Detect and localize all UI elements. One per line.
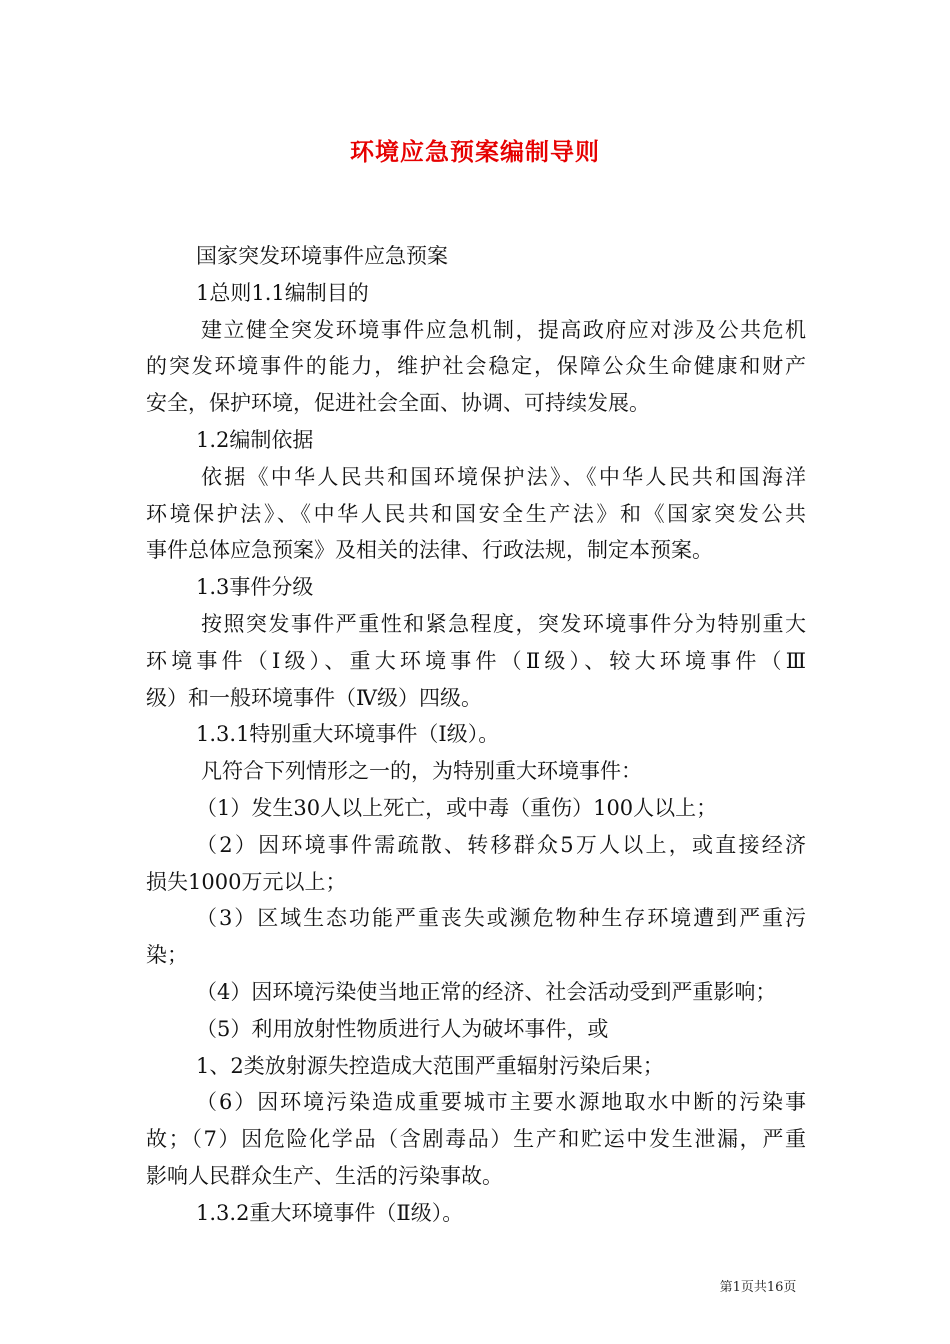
section-heading: 1.3.2重大环境事件（Ⅱ级）。 [196, 1200, 464, 1225]
paragraph-line: 环境保护法》、《中华人民共和国安全生产法》和《国家突发公共 [146, 501, 806, 526]
paragraph-line: 环境事件（Ⅰ级）、重大环境事件（Ⅱ级）、较大环境事件（Ⅲ [146, 648, 806, 673]
page-footer [0, 1276, 950, 1295]
paragraph-line: 依据《中华人民共和国环境保护法》、《中华人民共和国海洋 [201, 464, 806, 489]
list-item: （4）因环境污染使当地正常的经济、社会活动受到严重影响； [196, 979, 777, 1004]
section-heading: 1.2编制依据 [196, 427, 314, 452]
paragraph-line: 级）和一般环境事件（Ⅳ级）四级。 [146, 685, 482, 710]
paragraph-line: 国家突发环境事件应急预案 [196, 244, 448, 268]
list-item: （1）发生30人以上死亡，或中毒（重伤）100人以上； [196, 795, 718, 820]
paragraph-line: 按照突发事件严重性和紧急程度，突发环境事件分为特别重大 [201, 611, 806, 636]
section-heading: 1.3.1特别重大环境事件（Ⅰ级）。 [196, 722, 500, 747]
document-title: 环境应急预案编制导则 [350, 137, 600, 166]
list-item: （2）因环境事件需疏散、转移群众5万人以上，或直接经济 [196, 832, 806, 857]
paragraph-line: 影响人民群众生产、生活的污染事故。 [146, 1163, 503, 1188]
paragraph-line: 事件总体应急预案》及相关的法律、行政法规，制定本预案。 [146, 538, 713, 563]
paragraph-line: 1、2类放射源失控造成大范围严重辐射污染后果； [196, 1053, 664, 1078]
paragraph-line: 故；（7）因危险化学品（含剧毒品）生产和贮运中发生泄漏，严重 [146, 1127, 806, 1152]
paragraph-line: 建立健全突发环境事件应急机制，提高政府应对涉及公共危机 [201, 317, 806, 342]
paragraph-line: 安全，保护环境，促进社会全面、协调、可持续发展。 [146, 391, 650, 416]
list-item: （6）因环境污染造成重要城市主要水源地取水中断的污染事 [196, 1090, 806, 1115]
paragraph-line: 的突发环境事件的能力，维护社会稳定，保障公众生命健康和财产 [146, 354, 806, 379]
section-heading: 1总则1.1编制目的 [196, 280, 369, 305]
list-item: （3）区域生态功能严重丧失或濒危物种生存环境遭到严重污 [196, 906, 806, 931]
document-body [146, 238, 806, 1232]
paragraph-line: 损失1000万元以上； [146, 869, 347, 894]
paragraph-line: 凡符合下列情形之一的，为特别重大环境事件： [201, 759, 642, 784]
list-item: （5）利用放射性物质进行人为破坏事件，或 [196, 1016, 609, 1041]
section-heading: 1.3事件分级 [196, 575, 314, 600]
page-number: 第1页共16页 [719, 1280, 797, 1295]
paragraph-line: 染； [146, 943, 188, 968]
